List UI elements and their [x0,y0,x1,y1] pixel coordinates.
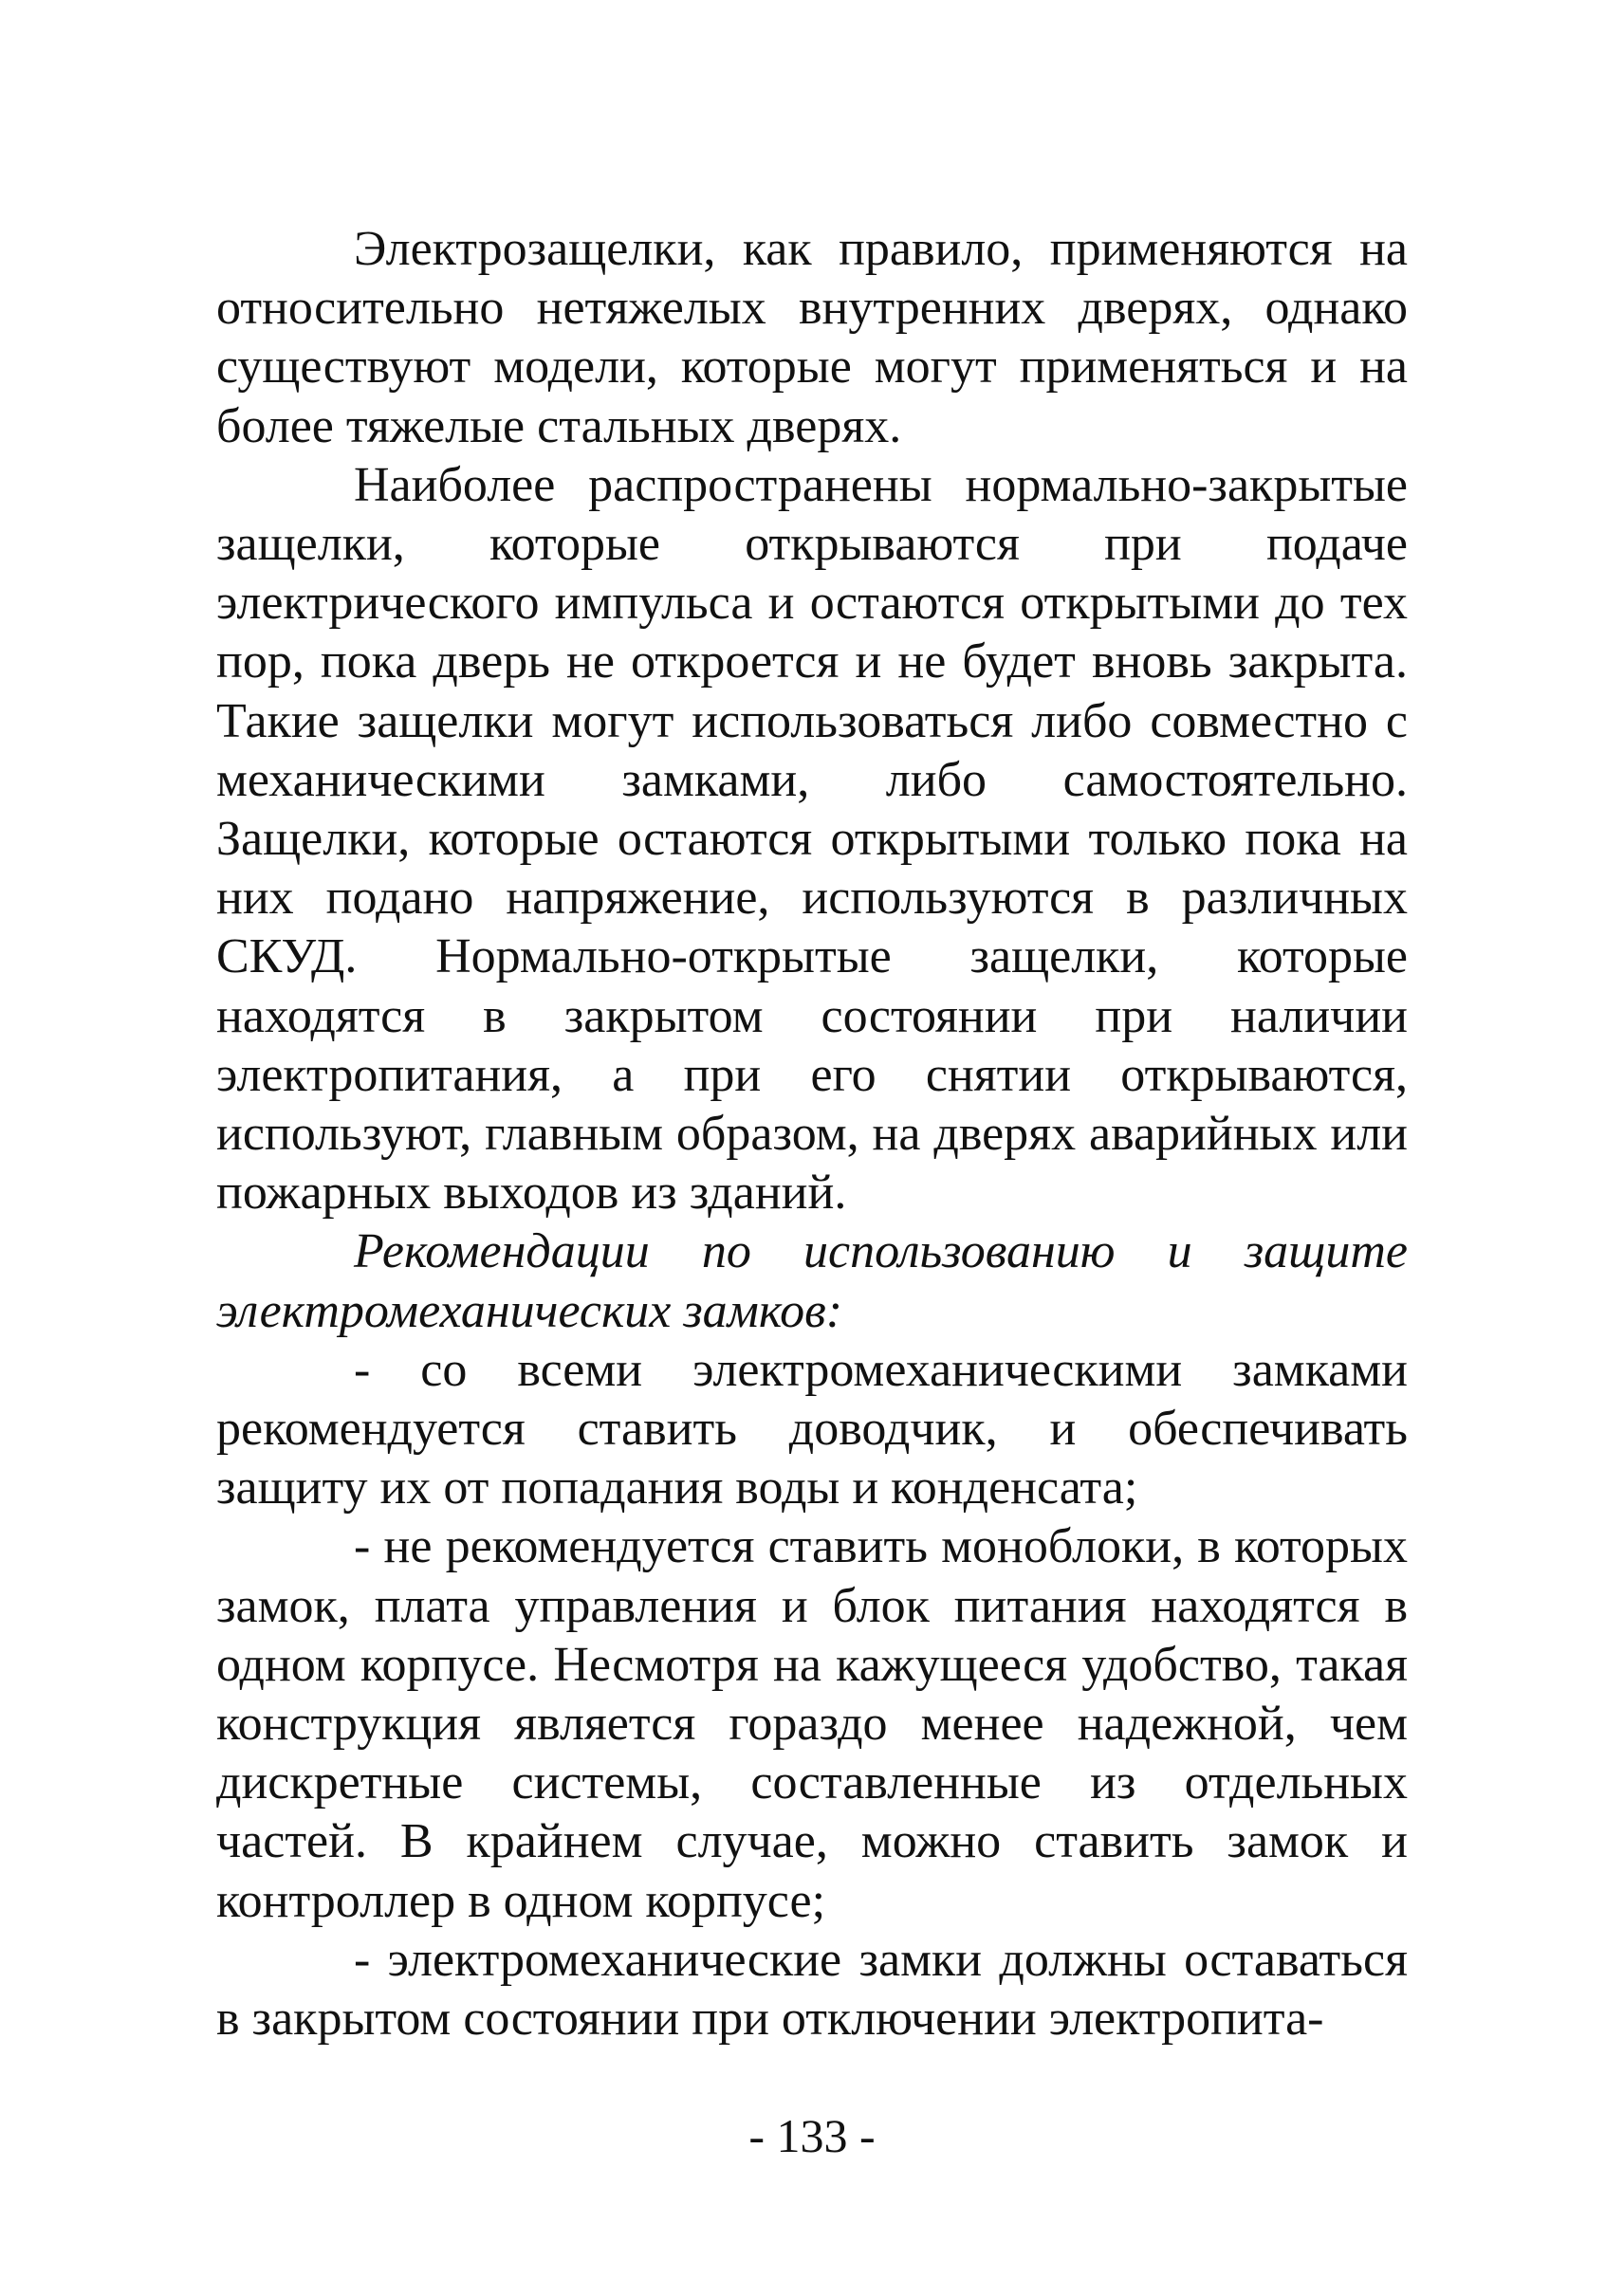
paragraph-electro-latches: Электрозащелки, как правило, применяются на относительно нетяжелых внутренних дверях, однако существуют модели, которые могут применяться и на более тяжелые стальных дверях. [216,222,1408,453]
recommendation-item-closer: - со всеми электромеханическими замками рекомендуется ставить доводчик, и обеспечивать защиту их от попадания воды и конденсата; [216,1342,1408,1515]
paragraph-normally-closed-latches: Наиболее распространены нормально-закрытые защелки, которые открываются при подаче электрического импульса и остаются открытыми до тех пор, пока дверь не откроется и не будет вновь закрыта. Такие защелки могут использоваться либо совместно с механическими замками, либо самостоятельно. Защелки, которые остаются открытыми только пока на них подано напряжение, используются в различных СКУД. Нормально-открытые защелки, которые находятся в закрытом состоянии при наличии электропитания, а при его снятии открываются, используют, главным образом, на дверях аварийных или пожарных выходов из зданий. [216,457,1408,1221]
recommendations-heading: Рекомендации по использованию и защите электромеханических замков: [216,1224,1408,1338]
recommendation-item-monoblocks: - не рекомендуется ставить моноблоки, в которых замок, плата управления и блок питания находятся в одном корпусе. Несмотря на кажущееся удобство, такая конструкция является гораздо менее надежной, чем дискретные системы, составленные из отдельных частей. В крайнем случае, можно ставить замок и контроллер в одном корпусе; [216,1519,1408,1928]
recommendation-item-fail-secure: - электромеханические замки должны оставаться в закрытом состоянии при отключении электропита- [216,1932,1408,2047]
page-number: - 133 - [748,2109,876,2162]
page-body [216,220,1408,2048]
